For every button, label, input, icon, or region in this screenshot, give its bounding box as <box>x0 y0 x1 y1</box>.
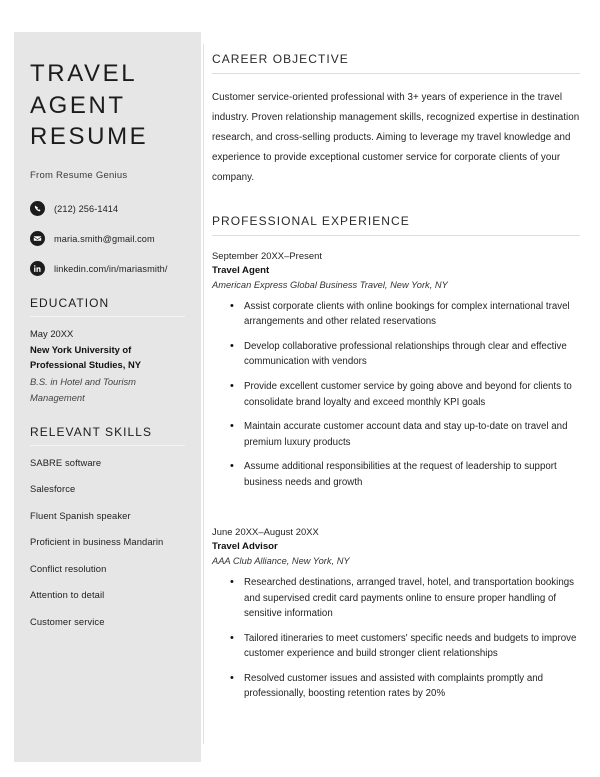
linkedin-icon <box>30 261 45 276</box>
list-item: • Resolved customer issues and assisted with complaints promptly and professionally, boosting retention rates by 20% <box>230 671 580 702</box>
job-entry <box>212 250 580 490</box>
job-title: Travel Advisor <box>212 541 278 553</box>
contact-text-email: maria.smith@gmail.com <box>54 233 155 244</box>
education-date: May 20XX <box>30 328 74 340</box>
professional-experience-rule <box>212 235 580 236</box>
page-title <box>30 58 185 153</box>
professional-experience-heading: PROFESSIONAL EXPERIENCE <box>212 213 410 228</box>
job-spacer <box>212 499 580 526</box>
contact-item-phone[interactable] <box>30 201 185 216</box>
career-objective-rule <box>212 73 580 74</box>
list-item: Conflict resolution <box>30 562 107 574</box>
job-dates: June 20XX–August 20XX <box>212 526 319 538</box>
skills-heading: RELEVANT SKILLS <box>30 424 153 439</box>
list-item: • Researched destinations, arranged travel, hotel, and transportation bookings and supervised credit card payments online to ensure proper handling of sensitive information <box>230 575 580 622</box>
job-title: Travel Agent <box>212 264 270 276</box>
contact-text-linkedin: linkedin.com/in/mariasmith/ <box>54 263 168 274</box>
title-line-1: TRAVEL <box>30 60 138 87</box>
list-item: • Develop collaborative professional relationships through clear and effective communication with vendors <box>230 339 580 370</box>
skills-rule <box>30 445 185 446</box>
list-item: • Assume additional responsibilities at the request of leadership to support business needs and growth <box>230 459 580 490</box>
list-item: • Provide excellent customer service by going above and beyond for clients to consolidate brand loyalty and exceed monthly KPI goals <box>230 379 580 410</box>
list-item: SABRE software <box>30 456 102 468</box>
list-item: • Maintain accurate customer account data and stay up-to-date on travel and premium luxury products <box>230 419 580 450</box>
career-objective-heading: CAREER OBJECTIVE <box>212 52 349 66</box>
contact-item-email[interactable] <box>30 231 185 246</box>
job-bullets <box>212 299 580 490</box>
contact-list <box>30 201 185 276</box>
list-item: Salesforce <box>30 483 76 495</box>
list-item: • Assist corporate clients with online bookings for complex international travel arrangements and other related reservations <box>230 299 580 330</box>
education-section <box>30 296 185 405</box>
career-objective-section <box>212 52 580 188</box>
title-line-3: RESUME <box>30 123 149 151</box>
job-dates: September 20XX–Present <box>212 249 323 261</box>
job-company: AAA Club Alliance, New York, NY <box>212 556 350 567</box>
list-item: Proficient in business Mandarin <box>30 536 164 548</box>
career-objective-text: Customer service-oriented professional with 3+ years of experience in the travel industry. Proven relationship management skills, recognized expertise in destination research, and cross-selling products. Aiming to leverage my travel knowledge and experience to provide exceptional customer service for corporate clients of your company. <box>212 92 580 183</box>
contact-item-linkedin[interactable] <box>30 261 185 276</box>
column-divider <box>203 44 204 744</box>
envelope-icon <box>30 231 45 246</box>
list-item: • Tailored itineraries to meet customers' specific needs and budgets to improve customer experience and build stronger client relationships <box>230 631 580 662</box>
tagline: From Resume Genius <box>30 170 128 182</box>
education-degree: B.S. in Hotel and Tourism Management <box>30 376 136 403</box>
list-item: Fluent Spanish speaker <box>30 509 131 521</box>
list-item: Attention to detail <box>30 589 105 601</box>
education-rule <box>30 316 185 317</box>
education-school: New York University of Professional Studies, NY <box>30 344 141 371</box>
skills-list <box>30 457 185 627</box>
sidebar <box>14 32 201 762</box>
main-column <box>212 52 580 711</box>
list-item: Customer service <box>30 615 105 627</box>
skills-section <box>30 425 185 627</box>
professional-experience-section <box>212 214 580 702</box>
phone-icon <box>30 201 45 216</box>
job-entry <box>212 526 580 702</box>
title-line-2: AGENT <box>30 91 126 119</box>
job-bullets <box>212 575 580 702</box>
job-company: American Express Global Business Travel, New York, NY <box>212 279 448 290</box>
education-heading: EDUCATION <box>30 296 110 311</box>
contact-text-phone: (212) 256-1414 <box>54 203 119 214</box>
